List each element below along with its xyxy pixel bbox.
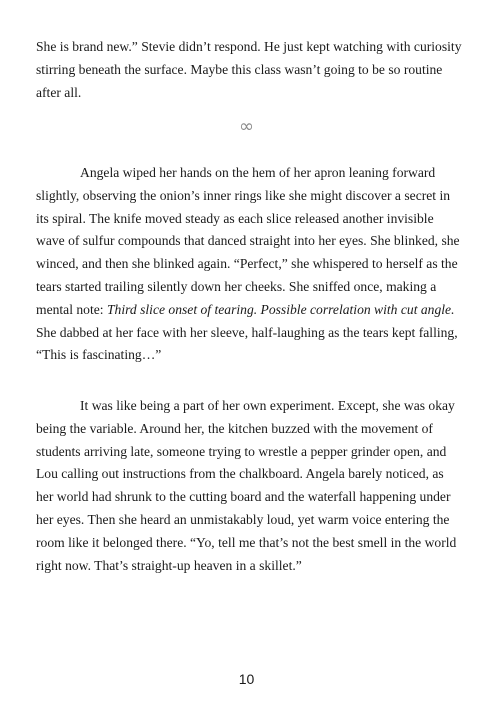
paragraph-text: She is brand new.” Stevie didn’t respond. He just kept watching with curiosity stirring beneath the surface. Maybe this class wasn’t going to be so routine after all. <box>36 39 462 100</box>
paragraph-experiment <box>36 395 462 577</box>
paragraph-text-after: She dabbed at her face with her sleeve, half-laughing as the tears kept falling, “This is fascinating…” <box>36 324 458 363</box>
paragraph-text: It was like being a part of her own experiment. Except, she was okay being the variable. Around her, the kitchen buzzed with the movement of students arriving late, someone trying to wrestle a pepper grinder open, and Lou calling out instructions from the chalkboard. Angela barely noticed, as her world had shrunk to the cutting board and the waterfall happening under her eyes. Then she heard an unmistakably loud, yet warm voice entering the room like it belonged there. “Yo, tell me that’s not the best smell in the world right now. That’s straight-up heaven in a skillet.” <box>36 398 457 573</box>
mental-note-italic: Third slice onset of tearing. Possible correlation with cut angle. <box>106 301 455 317</box>
paragraph-intro <box>36 36 462 104</box>
paragraph-text-before: Angela wiped her hands on the hem of her apron leaning forward slightly, observing the onion’s inner rings like she might discover a secret in its spiral. The knife moved steady as each slice released another invisible wave of sulfur compounds that danced straight into her eyes. She blinked, she winced, and then she blinked again. “Perfect,” she whispered to herself as the tears started trailing silently down her cheeks. She sniffed once, making a mental note: <box>36 165 460 317</box>
section-break-infinity-icon: ∞ <box>239 116 254 137</box>
page-number: 10 <box>238 671 255 687</box>
paragraph-text <box>36 162 462 367</box>
paragraph-angela-onion <box>36 162 462 367</box>
